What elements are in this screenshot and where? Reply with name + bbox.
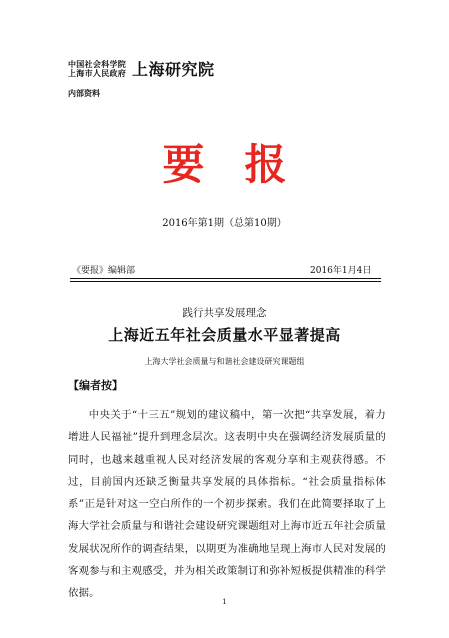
article-author: 上海大学社会质量与和谐社会建设研究课题组 xyxy=(144,357,305,366)
article-subtitle: 践行共享发展理念 xyxy=(182,307,267,319)
organization-names xyxy=(68,60,126,78)
publication-date: 2016年1月4日 xyxy=(310,266,372,276)
editorial-department: 《要报》编辑部 xyxy=(72,266,136,276)
divider-thick xyxy=(70,278,381,279)
divider-thin xyxy=(70,281,381,282)
article-title: 上海近五年社会质量水平显著提高 xyxy=(108,326,341,344)
masthead-title: 要报 xyxy=(162,140,327,189)
classification-label: 内部资料 xyxy=(68,89,100,98)
section-heading: 【编者按】 xyxy=(68,379,123,392)
issue-number: 2016年第1期（总第10期） xyxy=(162,218,287,229)
org-line-2: 上海市人民政府 xyxy=(68,69,127,78)
page-number: 1 xyxy=(222,598,227,606)
article-body: 中央关于“十三五”规划的建议稿中，第一次把“共享发展，着力增进人民福祉”提升到理念层次。这表明中央在强调经济发展质量的同时，也越来越重视人民对经济发展的客观分享和主观获得感。不过，目前国内还缺乏衡量共享发展的具体指标。“社会质量指标体系”正是针对这一空白所作的一个初步探索。我们在此简要择取了上海大学社会质量与和谐社会建设研究课题组对上海市近五年社会质量发展状况所作的调查结果，以期更为准确地呈现上海市人民对发展的客观参与和主观感受，并为相关政策制订和弥补短板提供精准的科学依据。 xyxy=(68,409,386,600)
institute-name: 上海研究院 xyxy=(132,60,215,79)
org-line-1: 中国社会科学院 xyxy=(68,60,127,69)
